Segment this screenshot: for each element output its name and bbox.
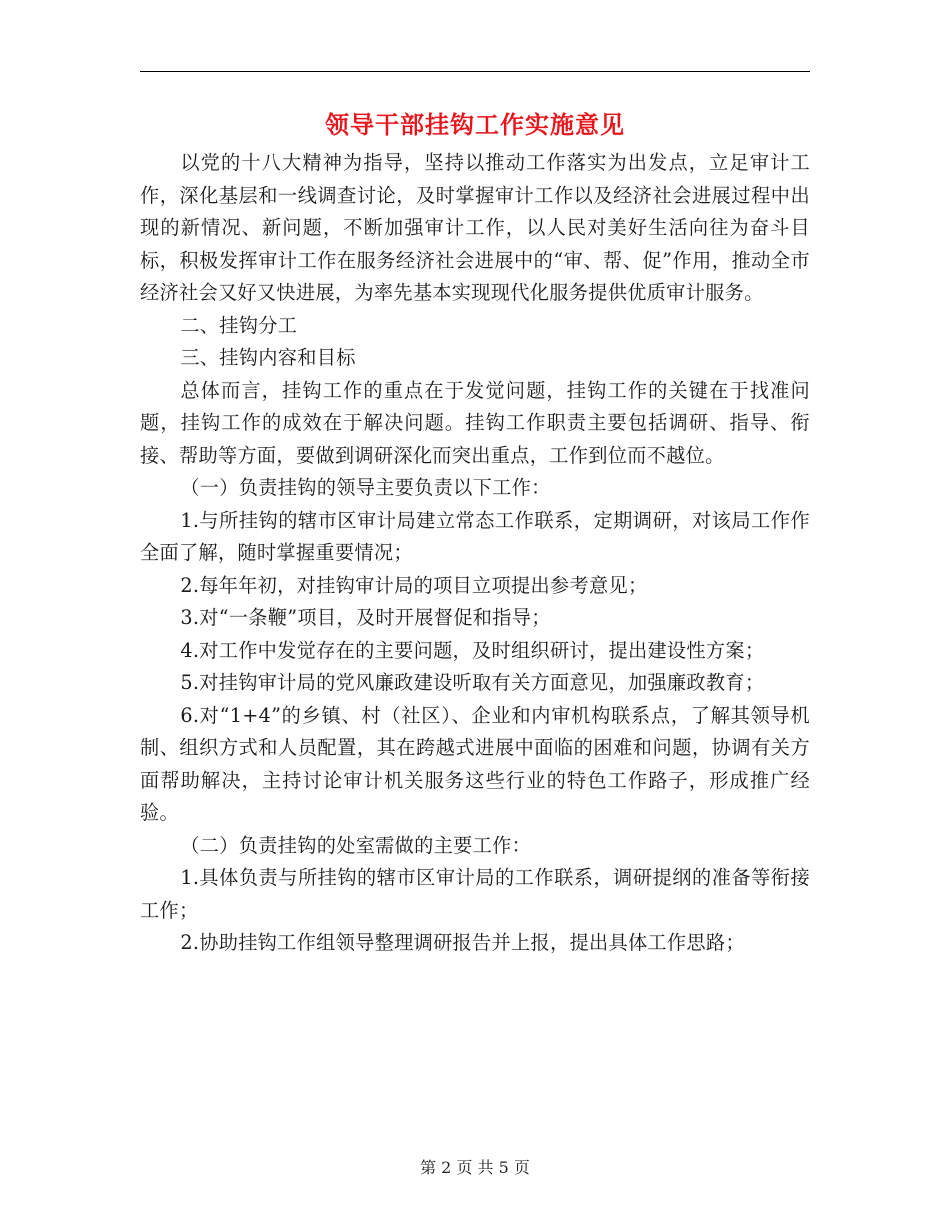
header-rule — [140, 71, 810, 72]
paragraph-intro: 以党的十八大精神为指导，坚持以推动工作落实为出发点，立足审计工作，深化基层和一线调查讨论，及时掌握审计工作以及经济社会进展过程中出现的新情况、新问题，不断加强审计工作，以人民对美好生活向往为奋斗目标，积极发挥审计工作在服务经济社会进展中的“审、帮、促”作用，推动全市经济社会又好又快进展，为率先基本实现现代化服务提供优质审计服务。 — [140, 151, 810, 304]
document-title: 领导干部挂钩工作实施意见 — [325, 110, 625, 139]
section-heading-2: 二、挂钩分工 — [180, 313, 298, 337]
page-number: 第 2 页 共 5 页 — [420, 1158, 530, 1177]
subsection-heading-1: （一）负责挂钩的领导主要负责以下工作： — [180, 476, 551, 499]
list-item: 3.对“一条鞭”项目，及时开展督促和指导； — [180, 606, 551, 629]
list-item: 4.对工作中发觉存在的主要问题，及时组织研讨，提出建设性方案； — [180, 638, 765, 662]
list-item: 1.与所挂钩的辖市区审计局建立常态工作联系，定期调研，对该局工作作全面了解，随时掌握重要情况； — [140, 508, 810, 564]
list-item: 2.每年年初，对挂钩审计局的项目立项提出参考意见； — [180, 573, 648, 597]
list-item: 5.对挂钩审计局的党风廉政建设听取有关方面意见，加强廉政教育； — [180, 671, 765, 694]
paragraph-overview: 总体而言，挂钩工作的重点在于发觉问题，挂钩工作的关键在于找准问题，挂钩工作的成效在于解决问题。挂钩工作职责主要包括调研、指导、衔接、帮助等方面，要做到调研深化而突出重点，工作到位而不越位。 — [140, 378, 810, 467]
subsection-heading-2: （二）负责挂钩的处室需做的主要工作： — [180, 833, 532, 857]
list-item: 2.协助挂钩工作组领导整理调研报告并上报，提出具体工作思路； — [180, 931, 745, 954]
list-item: 1.具体负责与所挂钩的辖市区审计局的工作联系，调研提纲的准备等衔接工作； — [140, 866, 810, 922]
list-item: 6.对“1+4”的乡镇、村（社区）、企业和内审机构联系点，了解其领导机制、组织方式和人员配置，其在跨越式进展中面临的困难和问题，协调有关方面帮助解决，主持讨论审计机关服务这些行业的特色工作路子，形成推广经验。 — [140, 703, 810, 824]
document-body — [140, 147, 810, 960]
section-heading-3: 三、挂钩内容和目标 — [180, 346, 356, 369]
